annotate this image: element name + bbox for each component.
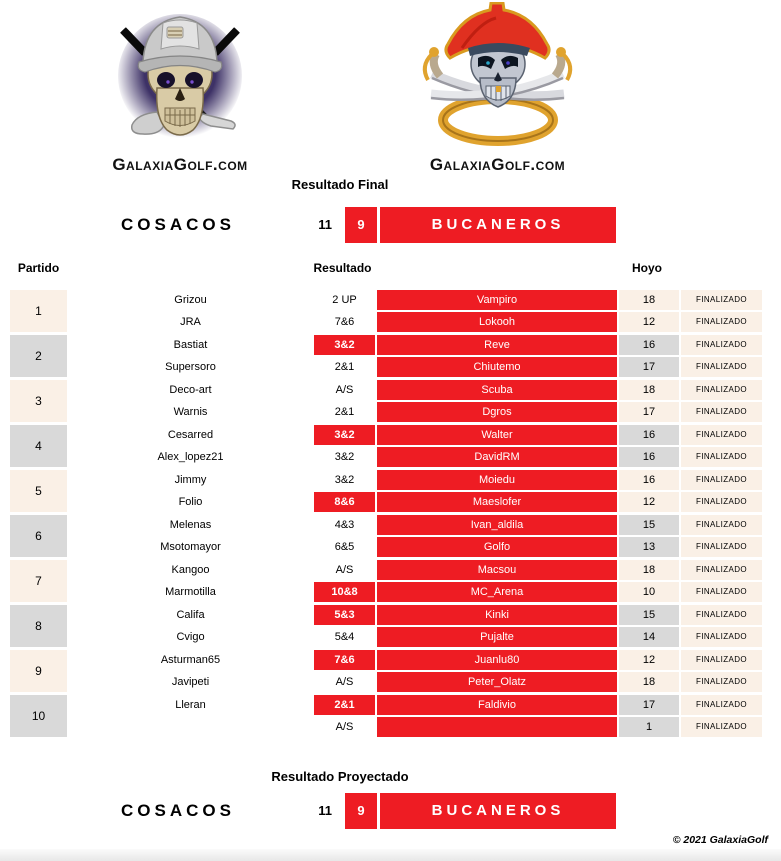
player-name: JRA <box>69 312 312 332</box>
status-finalizado: FINALIZADO <box>681 560 762 580</box>
hole-number: 12 <box>619 492 679 512</box>
away-score-badge: 9 <box>345 793 377 829</box>
match-result: A/S <box>335 675 354 688</box>
match-result: 3&2 <box>314 425 375 445</box>
hole-number: 13 <box>619 537 679 557</box>
match-block <box>10 335 770 377</box>
match-result: 2&1 <box>334 405 355 418</box>
match-number: 10 <box>10 695 67 737</box>
match-number: 4 <box>10 425 67 467</box>
hole-number: 18 <box>619 560 679 580</box>
status-finalizado: FINALIZADO <box>681 470 762 490</box>
match-number: 1 <box>10 290 67 332</box>
table-header-row <box>10 261 770 277</box>
opponent-name: Chiutemo <box>377 357 617 377</box>
opponent-name: Peter_Olatz <box>377 672 617 692</box>
match-result: 5&3 <box>314 605 375 625</box>
match-number: 5 <box>10 470 67 512</box>
header-partido: Partido <box>17 261 60 275</box>
match-result: A/S <box>335 720 354 733</box>
player-name: Folio <box>69 492 312 512</box>
match-block <box>10 605 770 647</box>
player-name: Jimmy <box>69 470 312 490</box>
match-block <box>10 380 770 422</box>
player-name: Javipeti <box>69 672 312 692</box>
status-finalizado: FINALIZADO <box>681 650 762 670</box>
player-name <box>69 717 312 737</box>
hole-number: 16 <box>619 335 679 355</box>
opponent-name: Reve <box>377 335 617 355</box>
opponent-name: Ivan_aldila <box>377 515 617 535</box>
player-name: Msotomayor <box>69 537 312 557</box>
match-result: 3&2 <box>334 473 355 486</box>
matches-table <box>10 290 770 740</box>
player-name: Cesarred <box>69 425 312 445</box>
opponent-name: Maeslofer <box>377 492 617 512</box>
status-finalizado: FINALIZADO <box>681 335 762 355</box>
brand-text-left: GalaxiaGolf.com <box>112 155 248 174</box>
copyright-text: © 2021 GalaxiaGolf <box>672 834 768 846</box>
status-finalizado: FINALIZADO <box>681 447 762 467</box>
final-score-bar <box>0 207 781 243</box>
projected-score-bar <box>0 793 781 829</box>
status-finalizado: FINALIZADO <box>681 312 762 332</box>
match-block <box>10 515 770 557</box>
status-finalizado: FINALIZADO <box>681 515 762 535</box>
player-name: Melenas <box>69 515 312 535</box>
projected-result-title: Resultado Proyectado <box>271 769 409 784</box>
away-score-badge: 9 <box>345 207 377 243</box>
player-name: Kangoo <box>69 560 312 580</box>
status-finalizado: FINALIZADO <box>681 380 762 400</box>
status-finalizado: FINALIZADO <box>681 402 762 422</box>
opponent-name: Pujalte <box>377 627 617 647</box>
match-block <box>10 560 770 602</box>
player-name: Califa <box>69 605 312 625</box>
hole-number: 17 <box>619 695 679 715</box>
header-hoyo: Hoyo <box>632 261 662 275</box>
header-resultado: Resultado <box>313 261 372 275</box>
status-finalizado: FINALIZADO <box>681 627 762 647</box>
hole-number: 16 <box>619 425 679 445</box>
opponent-name: Juanlu80 <box>377 650 617 670</box>
match-block <box>10 470 770 512</box>
bucaneros-logo[interactable] <box>410 2 585 175</box>
match-result: 2 UP <box>332 293 357 306</box>
match-result: 6&5 <box>334 540 355 553</box>
match-block <box>10 425 770 467</box>
match-result: 2&1 <box>334 360 355 373</box>
hole-number: 14 <box>619 627 679 647</box>
opponent-name: DavidRM <box>377 447 617 467</box>
match-block <box>10 290 770 332</box>
match-block <box>10 650 770 692</box>
status-finalizado: FINALIZADO <box>681 357 762 377</box>
opponent-name: Walter <box>377 425 617 445</box>
cosacos-logo[interactable] <box>95 2 265 175</box>
match-number: 3 <box>10 380 67 422</box>
home-team-name: COSACOS <box>121 215 235 234</box>
player-name: Cvigo <box>69 627 312 647</box>
status-finalizado: FINALIZADO <box>681 717 762 737</box>
opponent-name: Scuba <box>377 380 617 400</box>
status-finalizado: FINALIZADO <box>681 582 762 602</box>
pirate-skull-icon <box>410 2 585 148</box>
player-name: Deco-art <box>69 380 312 400</box>
hole-number: 1 <box>619 717 679 737</box>
status-finalizado: FINALIZADO <box>681 537 762 557</box>
opponent-name: Kinki <box>377 605 617 625</box>
status-finalizado: FINALIZADO <box>681 695 762 715</box>
hole-number: 16 <box>619 447 679 467</box>
match-number: 2 <box>10 335 67 377</box>
match-result: 2&1 <box>314 695 375 715</box>
skull-golfer-icon <box>95 2 265 148</box>
opponent-name: Dgros <box>377 402 617 422</box>
match-number: 6 <box>10 515 67 557</box>
match-result: 3&2 <box>314 335 375 355</box>
opponent-name: Moiedu <box>377 470 617 490</box>
player-name: Bastiat <box>69 335 312 355</box>
home-score: 11 <box>318 217 332 232</box>
away-team-name: BUCANEROS <box>380 207 616 243</box>
away-team-name: BUCANEROS <box>380 793 616 829</box>
match-result: 7&6 <box>314 650 375 670</box>
match-number: 7 <box>10 560 67 602</box>
hole-number: 12 <box>619 650 679 670</box>
match-result: 8&6 <box>314 492 375 512</box>
status-finalizado: FINALIZADO <box>681 605 762 625</box>
match-block <box>10 695 770 737</box>
home-team-name: COSACOS <box>121 801 235 820</box>
opponent-name: Vampiro <box>377 290 617 310</box>
hole-number: 15 <box>619 605 679 625</box>
match-number: 8 <box>10 605 67 647</box>
hole-number: 18 <box>619 290 679 310</box>
match-result: 5&4 <box>334 630 355 643</box>
player-name: Supersoro <box>69 357 312 377</box>
home-score: 11 <box>318 803 332 818</box>
player-name: Lleran <box>69 695 312 715</box>
match-result: 7&6 <box>334 315 355 328</box>
opponent-name: MC_Arena <box>377 582 617 602</box>
player-name: Asturman65 <box>69 650 312 670</box>
status-finalizado: FINALIZADO <box>681 290 762 310</box>
opponent-name: Faldivio <box>377 695 617 715</box>
opponent-name: Golfo <box>377 537 617 557</box>
hole-number: 15 <box>619 515 679 535</box>
page-bottom-strip <box>0 849 781 861</box>
status-finalizado: FINALIZADO <box>681 492 762 512</box>
hole-number: 17 <box>619 402 679 422</box>
match-number: 9 <box>10 650 67 692</box>
player-name: Marmotilla <box>69 582 312 602</box>
hole-number: 16 <box>619 470 679 490</box>
hole-number: 17 <box>619 357 679 377</box>
opponent-name <box>377 717 617 737</box>
player-name: Alex_lopez21 <box>69 447 312 467</box>
opponent-name: Macsou <box>377 560 617 580</box>
hole-number: 18 <box>619 672 679 692</box>
match-result: A/S <box>335 563 354 576</box>
brand-text-right: GalaxiaGolf.com <box>429 155 566 174</box>
status-finalizado: FINALIZADO <box>681 672 762 692</box>
hole-number: 10 <box>619 582 679 602</box>
match-result: 4&3 <box>334 518 355 531</box>
match-result: 10&8 <box>314 582 375 602</box>
match-result: A/S <box>335 383 354 396</box>
player-name: Grizou <box>69 290 312 310</box>
status-finalizado: FINALIZADO <box>681 425 762 445</box>
hole-number: 12 <box>619 312 679 332</box>
hole-number: 18 <box>619 380 679 400</box>
final-result-title: Resultado Final <box>291 177 389 192</box>
match-result: 3&2 <box>334 450 355 463</box>
opponent-name: Lokooh <box>377 312 617 332</box>
player-name: Warnis <box>69 402 312 422</box>
